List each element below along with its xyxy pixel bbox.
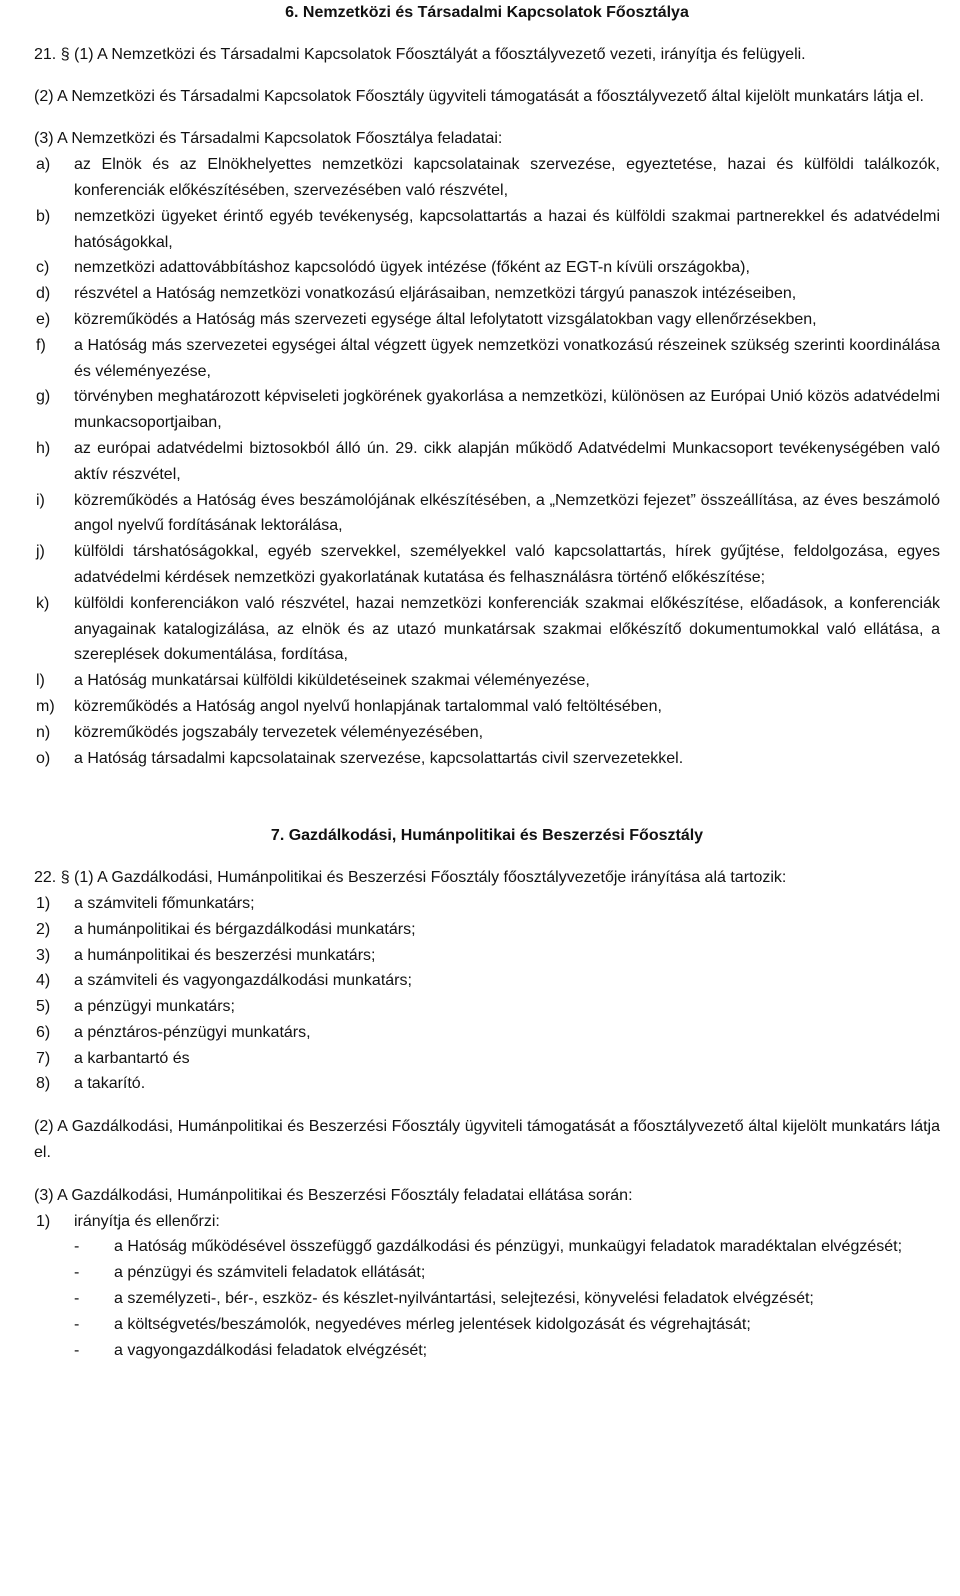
list-item <box>34 668 940 694</box>
list-item-text: a takarító. <box>74 1075 146 1093</box>
list-item <box>34 204 940 256</box>
dash-list-item <box>74 1260 940 1286</box>
list-item <box>34 255 940 281</box>
list-marker: 7) <box>36 1049 51 1067</box>
list-item-text: nemzetközi adattovábbításhoz kapcsolódó ügyek intézése (főként az EGT-n kívüli országokba), <box>74 259 750 277</box>
dash-marker: - <box>74 1290 80 1308</box>
dash-item-text: a pénzügyi és számviteli feladatok ellátását; <box>114 1264 426 1282</box>
dash-item-text: a személyzeti-, bér-, eszköz- és készlet-nyilvántartási, selejtezési, könyvelési feladatok elvégzését; <box>114 1290 814 1308</box>
section-7-paragraph-3-intro: (3) A Gazdálkodási, Humánpolitikai és Beszerzési Főosztály feladatai ellátása során: <box>34 1186 633 1204</box>
list-marker: a) <box>36 156 51 174</box>
list-item <box>34 488 940 540</box>
dash-list-item <box>74 1312 940 1338</box>
section-6-paragraph-1: 21. § (1) A Nemzetközi és Társadalmi Kapcsolatok Főosztályát a főosztályvezető vezeti, irányítja és felügyeli. <box>34 45 806 63</box>
list-item-text: a pénztáros-pénzügyi munkatárs, <box>74 1023 311 1041</box>
list-item-text: törvényben meghatározott képviseleti jogkörének gyakorlása a nemzetközi, különösen az Európai Unió közös adatvédelmi munkacsoportjaiban, <box>74 388 940 432</box>
list-item-text: a Hatóság társadalmi kapcsolatainak szervezése, kapcsolattartás civil szervezetekkel. <box>74 749 684 767</box>
dash-list-item <box>74 1286 940 1312</box>
list-marker: g) <box>36 388 51 406</box>
list-item <box>34 917 940 943</box>
list-item <box>34 307 940 333</box>
dash-item-text: a Hatóság működésével összefüggő gazdálkodási és pénzügyi, munkaügyi feladatok maradéktalan elvégzését; <box>114 1238 903 1256</box>
list-item-text: a humánpolitikai és bérgazdálkodási munkatárs; <box>74 920 416 938</box>
list-marker: b) <box>36 207 51 225</box>
list-item <box>34 436 940 488</box>
list-marker: 5) <box>36 998 51 1016</box>
list-item-text: nemzetközi ügyeket érintő egyéb tevékenység, kapcsolattartás a hazai és külföldi szakmai partnerekkel és adatvédelmi hatóságokkal, <box>74 207 940 251</box>
list-item-text: részvétel a Hatóság nemzetközi vonatkozású eljárásaiban, nemzetközi tárgyú panaszok intézéseiben, <box>74 285 797 303</box>
dash-marker: - <box>74 1341 80 1359</box>
section-7-paragraph-2: (2) A Gazdálkodási, Humánpolitikai és Beszerzési Főosztály ügyviteli támogatását a főosztályvezető által kijelölt munkatárs látja el. <box>34 1118 940 1162</box>
list-marker: k) <box>36 594 50 612</box>
list-item <box>34 1020 940 1046</box>
list-marker: 2) <box>36 920 51 938</box>
list-marker: f) <box>36 336 46 354</box>
list-item <box>34 539 940 591</box>
list-item-text: a karbantartó és <box>74 1049 190 1067</box>
list-item-text: közreműködés a Hatóság éves beszámolójának elkészítésében, a „Nemzetközi fejezet” összeállítása, az éves beszámoló angol nyelvű fordításának lektorálása, <box>74 491 940 535</box>
dash-list-item <box>74 1338 940 1364</box>
list-item-text: az európai adatvédelmi biztosokból álló ún. 29. cikk alapján működő Adatvédelmi Munkacsoport tevékenységében való aktív részvétel, <box>74 439 940 483</box>
list-item <box>34 694 940 720</box>
list-marker: 1) <box>36 1212 51 1230</box>
dash-marker: - <box>74 1264 80 1282</box>
list-marker: l) <box>36 672 45 690</box>
list-item-text: külföldi társhatóságokkal, egyéb szervekkel, személyekkel való kapcsolattartás, hírek gyűjtése, feldolgozása, egyes adatvédelmi kérdések nemzetközi gyakorlatának kutatása és felhasználásra történő előkészítése; <box>74 543 940 586</box>
section-6-title: 6. Nemzetközi és Társadalmi Kapcsolatok Főosztálya <box>285 4 689 21</box>
list-item <box>34 968 940 994</box>
section-7-title: 7. Gazdálkodási, Humánpolitikai és Beszerzési Főosztály <box>270 827 704 845</box>
list-marker: o) <box>36 749 51 767</box>
list-item-text: közreműködés a Hatóság más szervezeti egysége által lefolytatott vizsgálatokban vagy ellenőrzésekben, <box>74 310 817 328</box>
list-item-text: a pénzügyi munkatárs; <box>74 998 235 1016</box>
list-marker: h) <box>36 439 51 457</box>
list-marker: 6) <box>36 1023 51 1041</box>
section-6-paragraph-3-intro: (3) A Nemzetközi és Társadalmi Kapcsolatok Főosztálya feladatai: <box>34 130 503 148</box>
dash-marker: - <box>74 1315 80 1333</box>
list-marker: 4) <box>36 972 51 990</box>
list-marker: 8) <box>36 1075 51 1093</box>
section-6-paragraph-2: (2) A Nemzetközi és Társadalmi Kapcsolatok Főosztály ügyviteli támogatását a főosztályvezető által kijelölt munkatárs látja el. <box>34 87 924 105</box>
list-item <box>34 152 940 204</box>
list-item <box>34 1046 940 1072</box>
list-item <box>34 333 940 385</box>
section-7-staff-list <box>34 891 940 1097</box>
dash-item-text: a költségvetés/beszámolók, negyedéves mérleg jelentések kidolgozását és végrehajtását; <box>114 1315 751 1333</box>
list-marker: 3) <box>36 946 51 964</box>
list-marker: 1) <box>36 894 51 912</box>
list-item-text: külföldi konferenciákon való részvétel, hazai nemzetközi konferenciák szakmai előkészítése, előadások, a konferenciák anyagainak katalogizálása, az elnök és az utazó munkatársak szakmai előkészítő dokumentumokkal való ellátása, a szereplések dokumentálása, fordítása, <box>74 594 940 664</box>
list-item-text: irányítja és ellenőrzi: <box>74 1212 220 1230</box>
list-item-text: közreműködés jogszabály tervezetek véleményezésében, <box>74 723 484 741</box>
list-item-text: közreműködés a Hatóság angol nyelvű honlapjának tartalommal való feltöltésében, <box>74 697 662 715</box>
list-marker: d) <box>36 285 51 303</box>
list-item <box>34 591 940 668</box>
list-marker: n) <box>36 723 51 741</box>
dash-list-item <box>74 1234 940 1260</box>
list-item <box>34 746 940 772</box>
section-7-paragraph-1: 22. § (1) A Gazdálkodási, Humánpolitikai és Beszerzési Főosztály főosztályvezetője irányítása alá tartozik: <box>34 869 787 887</box>
list-item-text: a Hatóság munkatársai külföldi kiküldetéseinek szakmai véleményezése, <box>74 672 590 690</box>
list-marker: i) <box>36 491 45 509</box>
list-item <box>34 720 940 746</box>
list-item-text: a humánpolitikai és beszerzési munkatárs; <box>74 946 376 964</box>
list-marker: m) <box>36 697 55 715</box>
list-item <box>34 891 940 917</box>
list-item <box>34 1209 940 1235</box>
list-item-text: a Hatóság más szervezetei egységei által végzett ügyek nemzetközi vonatkozású részeinek szükség szerinti koordinálása és véleményezése, <box>74 336 940 380</box>
list-marker: j) <box>36 543 45 561</box>
section-6-task-list <box>34 152 940 771</box>
dash-item-text: a vagyongazdálkodási feladatok elvégzését; <box>114 1341 428 1359</box>
list-item <box>34 384 940 436</box>
dash-marker: - <box>74 1238 80 1256</box>
list-item <box>34 994 940 1020</box>
list-item <box>34 281 940 307</box>
section-7-dash-list <box>34 1234 940 1363</box>
list-marker: c) <box>36 259 50 277</box>
list-item-text: a számviteli főmunkatárs; <box>74 894 255 912</box>
list-item-text: az Elnök és az Elnökhelyettes nemzetközi kapcsolatainak szervezése, egyeztetése, hazai és külföldi találkozók, konferenciák előkészítésében, szervezésében való részvétel, <box>74 156 940 199</box>
list-item <box>34 943 940 969</box>
list-item <box>34 1071 940 1097</box>
list-marker: e) <box>36 310 51 328</box>
section-7-duty-list <box>34 1209 940 1235</box>
list-item-text: a számviteli és vagyongazdálkodási munkatárs; <box>74 972 412 990</box>
